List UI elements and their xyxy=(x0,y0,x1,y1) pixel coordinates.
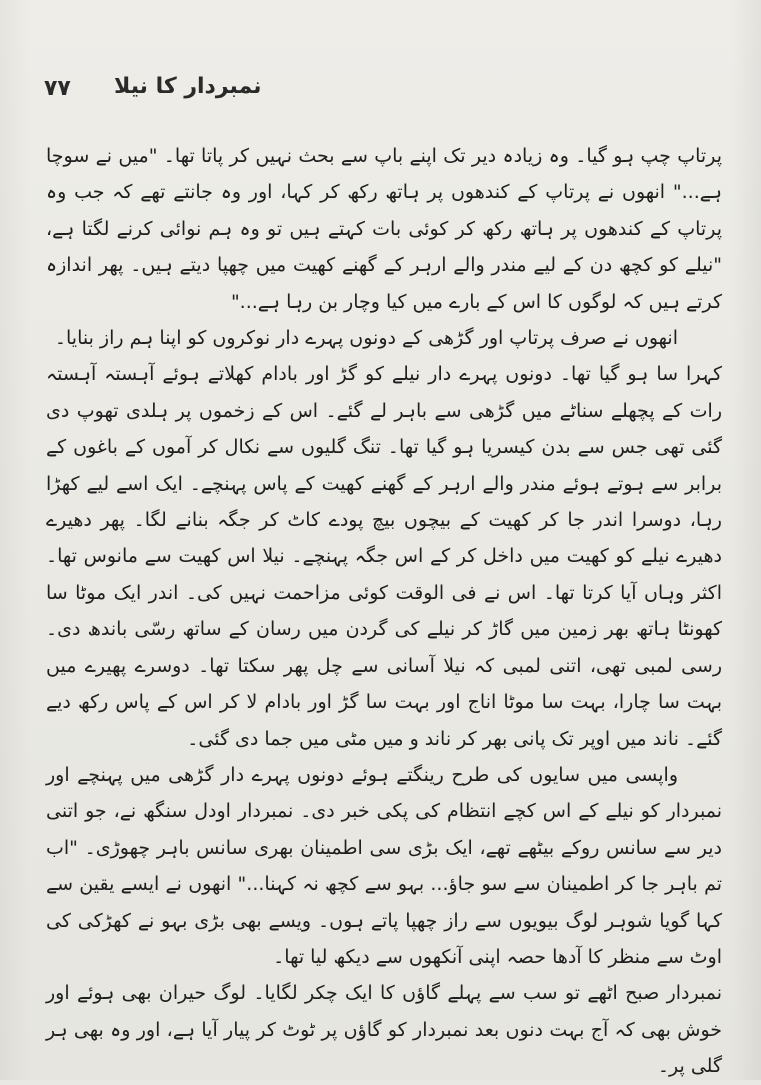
paragraph-1: پرتاپ چپ ہو گیا۔ وہ زیادہ دیر تک اپنے باپ سے بحث نہیں کر پاتا تھا۔ "میں نے سوچا ہے..." انھوں نے پرتاپ کے کندھوں پر ہاتھ رکھ کر کہا، اور وہ جانتے تھے کہ جب وہ پرتاپ کے کندھوں پر ہاتھ رکھ کر کوئی بات کہتے ہیں تو وہ ہم نوائی کرنے لگتا ہے، "نیلے کو کچھ دن کے لیے مندر والے ارہر کے گھنے کھیت میں چھپا دیتے ہیں۔ پھر اندازہ کرتے ہیں کہ لوگوں کا اس کے بارے میں کیا وچار بن رہا ہے..." xyxy=(46,145,722,313)
page-number: ۷۷ xyxy=(44,76,71,101)
paragraph-3: کہرا سا ہو گیا تھا۔ دونوں پہرے دار نیلے کو گڑ اور بادام کھلاتے ہوئے آہستہ آہستہ رات کے پچھلے سناٹے میں گڑھی سے باہر لے گئے۔ اس کے زخموں پر ہلدی تھوپ دی گئی تھی جس سے بدن کیسریا ہو گیا تھا۔ تنگ گلیوں سے نکال کر آموں کے باغوں کے برابر سے ہوتے ہوئے مندر والے ارہر کے گھنے کھیت کے پاس پہنچے۔ ایک اسے لیے کھڑا رہا، دوسرا اندر جا کر کھیت کے بیچوں بیچ پودے کاٹ کر جگہ بنانے لگا۔ پھر دھیرے دھیرے نیلے کو کھیت میں داخل کر کے اس جگہ پہنچے۔ نیلا اس کھیت سے مانوس تھا۔ اکثر وہاں آیا کرتا تھا۔ اس نے فی الوقت کوئی مزاحمت نہیں کی۔ اندر ایک موٹا سا کھونٹا ہاتھ بھر زمین میں گاڑ کر نیلے کی گردن میں رسان کے ساتھ رسّی باندھ دی۔ رسی لمبی تھی، اتنی لمبی کہ نیلا آسانی سے چل پھر سکتا تھا۔ دوسرے پھیرے میں بہت سا چارا، بہت سا موٹا اناج اور بہت سا گڑ اور بادام لا کر اس کے پاس رکھ دیے گئے۔ ناند میں اوپر تک پانی بھر کر ناند و میں مٹی میں جما دی گئی۔ xyxy=(46,363,722,750)
paragraph-2: انھوں نے صرف پرتاپ اور گڑھی کے دونوں پہرے دار نوکروں کو اپنا ہم راز بنایا۔ xyxy=(54,327,678,350)
paragraph-5: نمبردار صبح اٹھے تو سب سے پہلے گاؤں کا ایک چکر لگایا۔ لوگ حیران بھی ہوئے اور خوش بھی کہ آج بہت دنوں بعد نمبردار کو گاؤں پر ٹوٹ کر پیار آیا ہے، اور وہ بھی ہر گلی پر۔ xyxy=(46,982,722,1078)
page-header xyxy=(44,74,684,110)
paragraph-4: واپسی میں سایوں کی طرح رینگتے ہوئے دونوں پہرے دار گڑھی میں پہنچے اور نمبردار کو نیلے کے اس کچے انتظام کی پکی خبر دی۔ نمبردار اودل سنگھ نے، جو اتنی دیر سے سانس روکے بیٹھے تھے، ایک بڑی سی اطمینان بھری سانس باہر چھوڑی۔ "اب تم باہر جا کر اطمینان سے سو جاؤ... بہو سے کچھ نہ کہنا..." انھوں نے ایسے یقین سے کہا گویا شوہر لوگ بیویوں سے راز چھپا پاتے ہوں۔ ویسے بھی بڑی بہو نے کھڑکی کی اوٹ سے منظر کا آدھا حصہ اپنی آنکھوں سے دیکھ لیا تھا۔ xyxy=(46,763,722,968)
running-title: نمبردار کا نیلا xyxy=(114,74,262,99)
body-text xyxy=(46,138,722,1085)
